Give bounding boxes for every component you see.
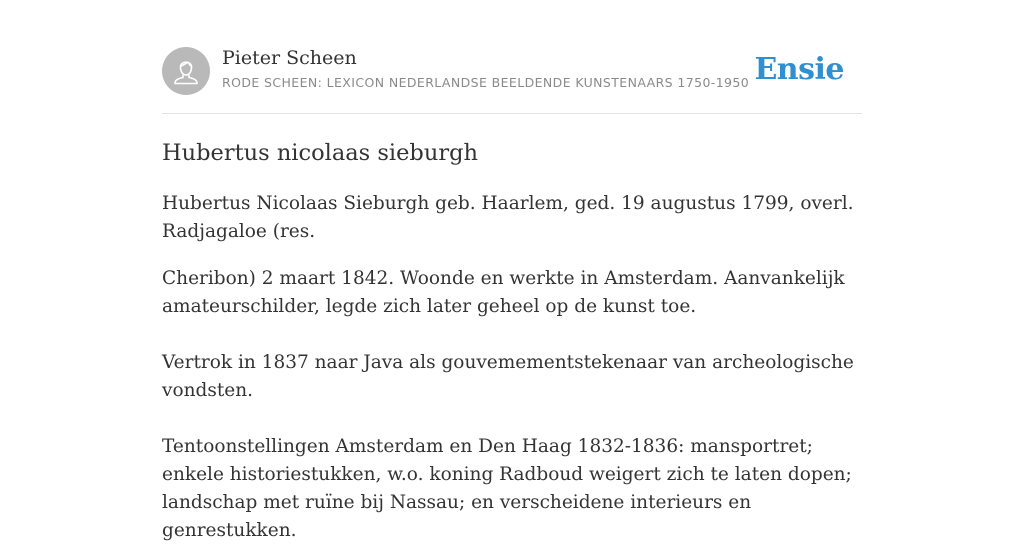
article-paragraph-3: Vertrok in 1837 naar Java als gouvemementstekenaar van archeologische vondsten. (162, 352, 854, 401)
author-avatar[interactable] (162, 47, 210, 95)
article-paragraph-1: Hubertus Nicolaas Sieburgh geb. Haarlem, ged. 19 augustus 1799, overl. Radjagaloe (res. (162, 193, 854, 242)
source-label[interactable]: RODE SCHEEN: LEXICON NEDERLANDSE BEELDENDE KUNSTENAARS 1750-1950 (222, 75, 750, 90)
ensie-logo[interactable]: Ensie (754, 52, 844, 87)
article-paragraph-4: Tentoonstellingen Amsterdam en Den Haag 1832-1836: mansportret; enkele historiestukken, w.o. koning Radboud weigert zich te laten dopen; landschap met ruïne bij Nassau; en verscheidene interieurs en genrestukken. (162, 436, 852, 541)
article-paragraph-2: Cheribon) 2 maart 1842. Woonde en werkte in Amsterdam. Aanvankelijk amateurschilder, legde zich later geheel op de kunst toe. (162, 268, 845, 317)
user-silhouette-icon (162, 47, 210, 95)
article-header (162, 0, 862, 114)
article-body (162, 190, 862, 545)
article-title: Hubertus nicolaas sieburgh (162, 140, 478, 166)
page-content (162, 0, 862, 541)
author-name[interactable]: Pieter Scheen (222, 47, 357, 69)
